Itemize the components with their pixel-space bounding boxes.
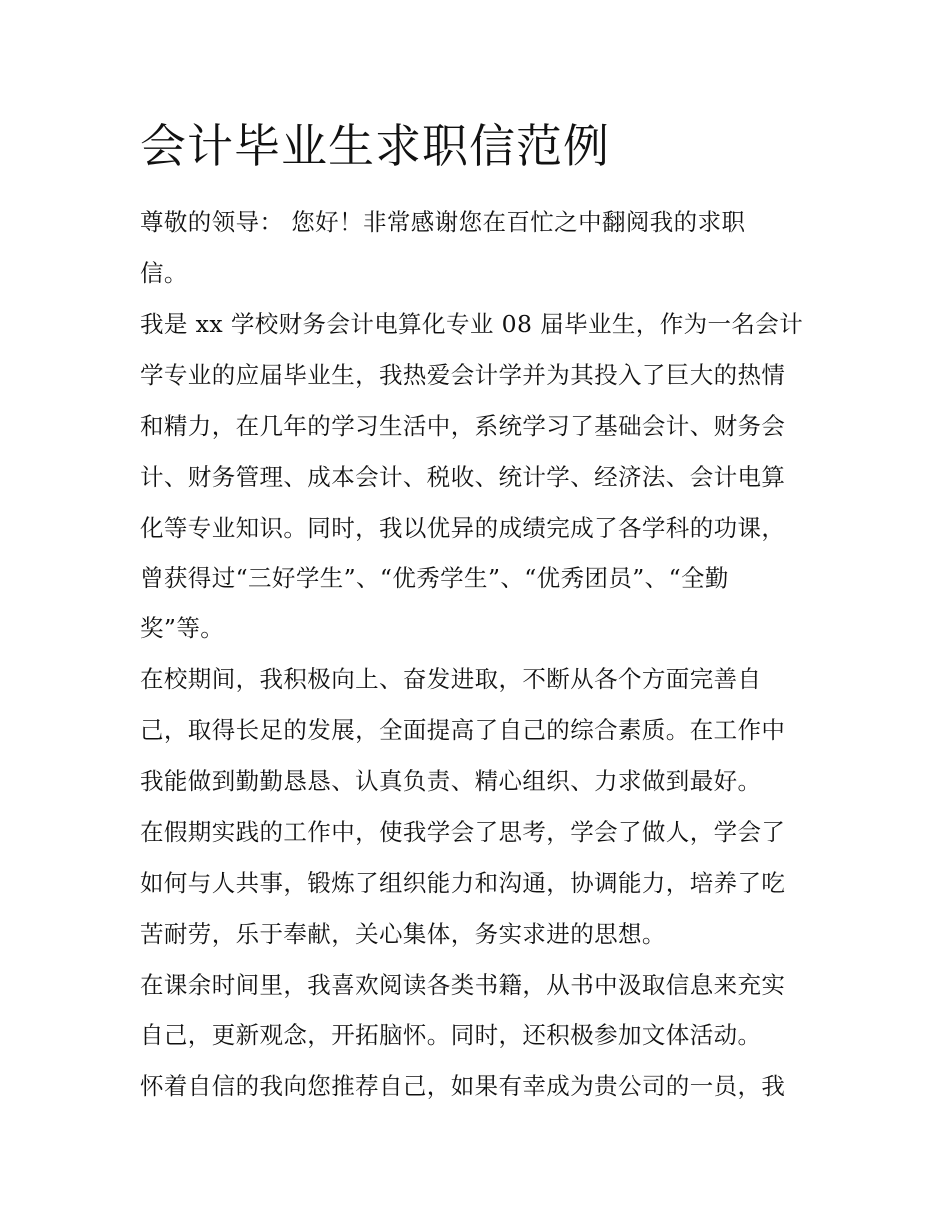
body-line: 在假期实践的工作中，使我学会了思考，学会了做人，学会了	[140, 818, 786, 846]
body-line: 我能做到勤勤恳恳、认真负责、精心组织、力求做到最好。	[140, 767, 762, 795]
body-line: 如何与人共事，锻炼了组织能力和沟通，协调能力，培养了吃	[140, 869, 786, 897]
body-line: 和精力，在几年的学习生活中，系统学习了基础会计、财务会	[140, 412, 786, 440]
body-line: 信。	[140, 259, 188, 287]
body-line: 化等专业知识。同时，我以优异的成绩完成了各学科的功课，	[140, 514, 786, 542]
body-line: 在课余时间里，我喜欢阅读各类书籍，从书中汲取信息来充实	[140, 971, 786, 999]
body-line: 在校期间，我积极向上、奋发进取，不断从各个方面完善自	[140, 665, 762, 693]
body-line: 苦耐劳，乐于奉献，关心集体，务实求进的思想。	[140, 920, 666, 948]
body-line: 怀着自信的我向您推荐自己，如果有幸成为贵公司的一员，我	[140, 1072, 786, 1100]
body-line: 自己，更新观念，开拓脑怀。同时，还积极参加文体活动。	[140, 1021, 762, 1049]
body-line: 学专业的应届毕业生，我热爱会计学并为其投入了巨大的热情	[140, 361, 786, 389]
body-line: 尊敬的领导： 您好！非常感谢您在百忙之中翻阅我的求职	[140, 208, 746, 236]
body-line: 计、财务管理、成本会计、税收、统计学、经济法、会计电算	[140, 463, 786, 491]
body-line: 我是 xx 学校财务会计电算化专业 08 届毕业生，作为一名会计	[140, 310, 804, 338]
body-line: 曾获得过“三好学生”、“优秀学生”、“优秀团员”、“全勤	[140, 564, 729, 592]
document-title: 会计毕业生求职信范例	[140, 119, 610, 173]
body-line: 己，取得长足的发展，全面提高了自己的综合素质。在工作中	[140, 716, 786, 744]
body-line: 奖”等。	[140, 614, 225, 642]
